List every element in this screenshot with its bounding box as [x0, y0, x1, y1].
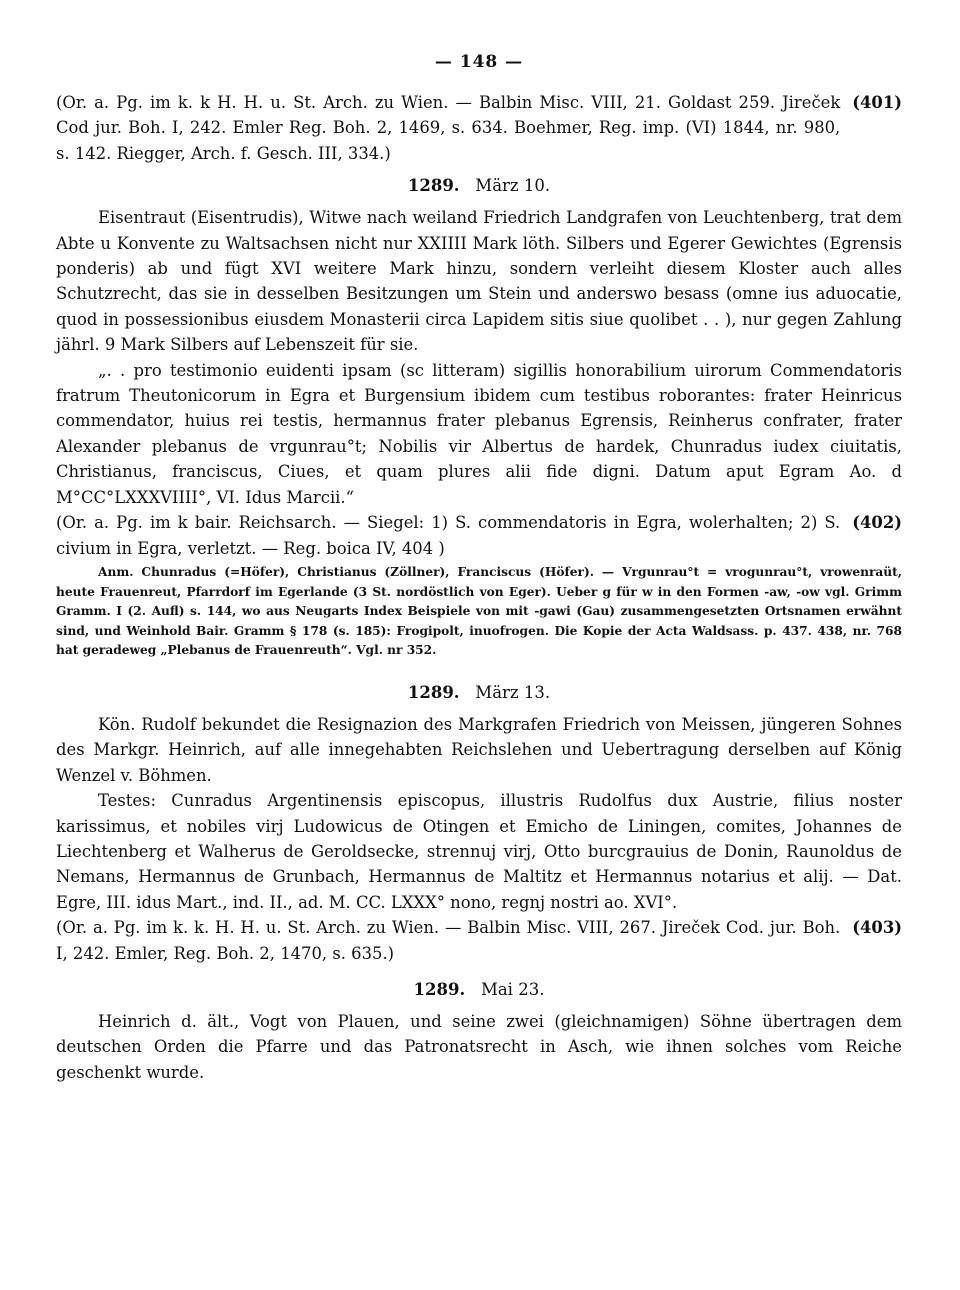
- entry-403-number: (403): [852, 918, 902, 938]
- entry-402-date-heading: [56, 176, 902, 195]
- entry-402-regest: Eisentraut (Eisentrudis), Witwe nach weiland Friedrich Landgrafen von Leuchtenberg, trat dem Abte u Konvente zu Waltsachsen nicht nur XXIIII Mark löth. Silbers und Egerer Gewichtes (Egrensis ponderis) ab und fügt XVI weitere Mark hinzu, sondern verleiht diesem Kloster auch alles Schutzrecht, das sie in desselben Besitzungen um Stein und anderswo besass (omne ius aduocatie, quod in possessionibus eiusdem Monasterii circa Lapidem sitis siue quolibet . . ), nur gegen Zahlung jährl. 9 Mark Silbers auf Lebenszeit für sie.: [56, 208, 902, 355]
- entry-401-source-text: (Or. a. Pg. im k. k H. H. u. St. Arch. zu Wien. — Balbin Misc. VIII, 21. Goldast 259. Jireček Cod jur. Boh. I, 242. Emler Reg. Boh. 2, 1469, s. 634. Boehmer, Reg. imp. (VI) 1844, nr. 980, s. 142. Riegger, Arch. f. Gesch. III, 334.): [56, 93, 841, 163]
- page-number: — 148 —: [434, 52, 524, 72]
- entry-401-reference: [56, 90, 902, 166]
- entry-404-regest: Heinrich d. ält., Vogt von Plauen, und seine zwei (gleichnamigen) Söhne übertragen dem deutschen Orden die Pfarre und das Patronatsrecht in Asch, wie ihnen solches vom Reiche geschenkt wurde.: [56, 1011, 902, 1082]
- entry-402-annotation: Anm. Chunradus (=Höfer), Christianus (Zöllner), Franciscus (Höfer). — Vrgunrau°t = vrogunrau°t, vrowenraüt, heute Frauenreut, Pfarrdorf im Egerlande (3 St. nordöstlich von Eger). Ueber g für w in den Formen -aw, -ow vgl. Grimm Gramm. I (2. Aufl) s. 144, wo aus Neugarts Index Beispiele von mit -gawi (Gau) zusammengesetzten Ortsnamen erwähnt sind, und Weinhold Bair. Gramm § 178 (s. 185): Frogipolt, inuofrogen. Die Kopie der Acta Waldsass. p. 437. 438, nr. 768 hat geradeweg „Plebanus de Frauenreuth“. Vgl. nr 352.: [56, 564, 902, 658]
- entry-402-quotation: „. . pro testimonio euidenti ipsam (sc litteram) sigillis honorabilium uirorum Commendatoris fratrum Theutonicorum in Egra et Burgensium ibidem cum testibus roborantes: frater Heinricus commendator, huius rei testis, hermannus frater plebanus Egrensis, Reinherus confrater, frater Alexander plebanus de vrgunrau°t; Nobilis vir Albertus de hardek, Chunradus iudex ciuitatis, Christianus, franciscus, Ciues, et quam plures alii fide digni. Datum aput Egram Ao. d M°CC°LXXXVIIII°, VI. Idus Marcii.“: [56, 360, 902, 507]
- entry-403-reference: [56, 915, 902, 966]
- entry-402-source-text: (Or. a. Pg. im k bair. Reichsarch. — Siegel: 1) S. commendatoris in Egra, wolerhalten; 2) S. civium in Egra, verletzt. — Reg. boica IV, 404 ): [56, 513, 841, 558]
- entry-402-year: 1289.: [407, 176, 460, 196]
- entry-404-date-heading: [56, 980, 902, 999]
- entry-403-regest: Kön. Rudolf bekundet die Resignazion des Markgrafen Friedrich von Meissen, jüngeren Sohnes des Markgr. Heinrich, auf alle innegehabten Reichslehen und Uebertragung derselben auf König Wenzel v. Böhmen.: [56, 714, 902, 785]
- entry-402-number: (402): [852, 513, 902, 533]
- entry-404-year: 1289.: [413, 979, 466, 999]
- entry-402-reference: [56, 510, 902, 561]
- entry-403-date-heading: [56, 683, 902, 702]
- entry-403-day: März 13.: [475, 682, 551, 702]
- entry-403-witnesses: Testes: Cunradus Argentinensis episcopus, illustris Rudolfus dux Austrie, filius noster karissimus, et nobiles virj Ludowicus de Otingen et Emicho de Liningen, comites, Johannes de Liechtenberg et Walherus de Geroldsecke, strennuj virj, Otto burcgrauius de Donin, Raunoldus de Nemans, Hermannus de Grunbach, Hermannus de Maltitz et Hermannus notarius et alij. — Dat. Egre, III. idus Mart., ind. II., ad. M. CC. LXXX° nono, regnj nostri ao. XVI°.: [56, 791, 902, 912]
- entry-403-year: 1289.: [407, 682, 460, 702]
- entry-401-number: (401): [852, 93, 902, 112]
- entry-404-day: Mai 23.: [480, 979, 545, 999]
- entry-403-source-text: (Or. a. Pg. im k. k. H. H. u. St. Arch. zu Wien. — Balbin Misc. VIII, 267. Jireček Cod. jur. Boh. I, 242. Emler, Reg. Boh. 2, 1470, s. 635.): [56, 918, 841, 963]
- entry-402-day: März 10.: [475, 176, 551, 196]
